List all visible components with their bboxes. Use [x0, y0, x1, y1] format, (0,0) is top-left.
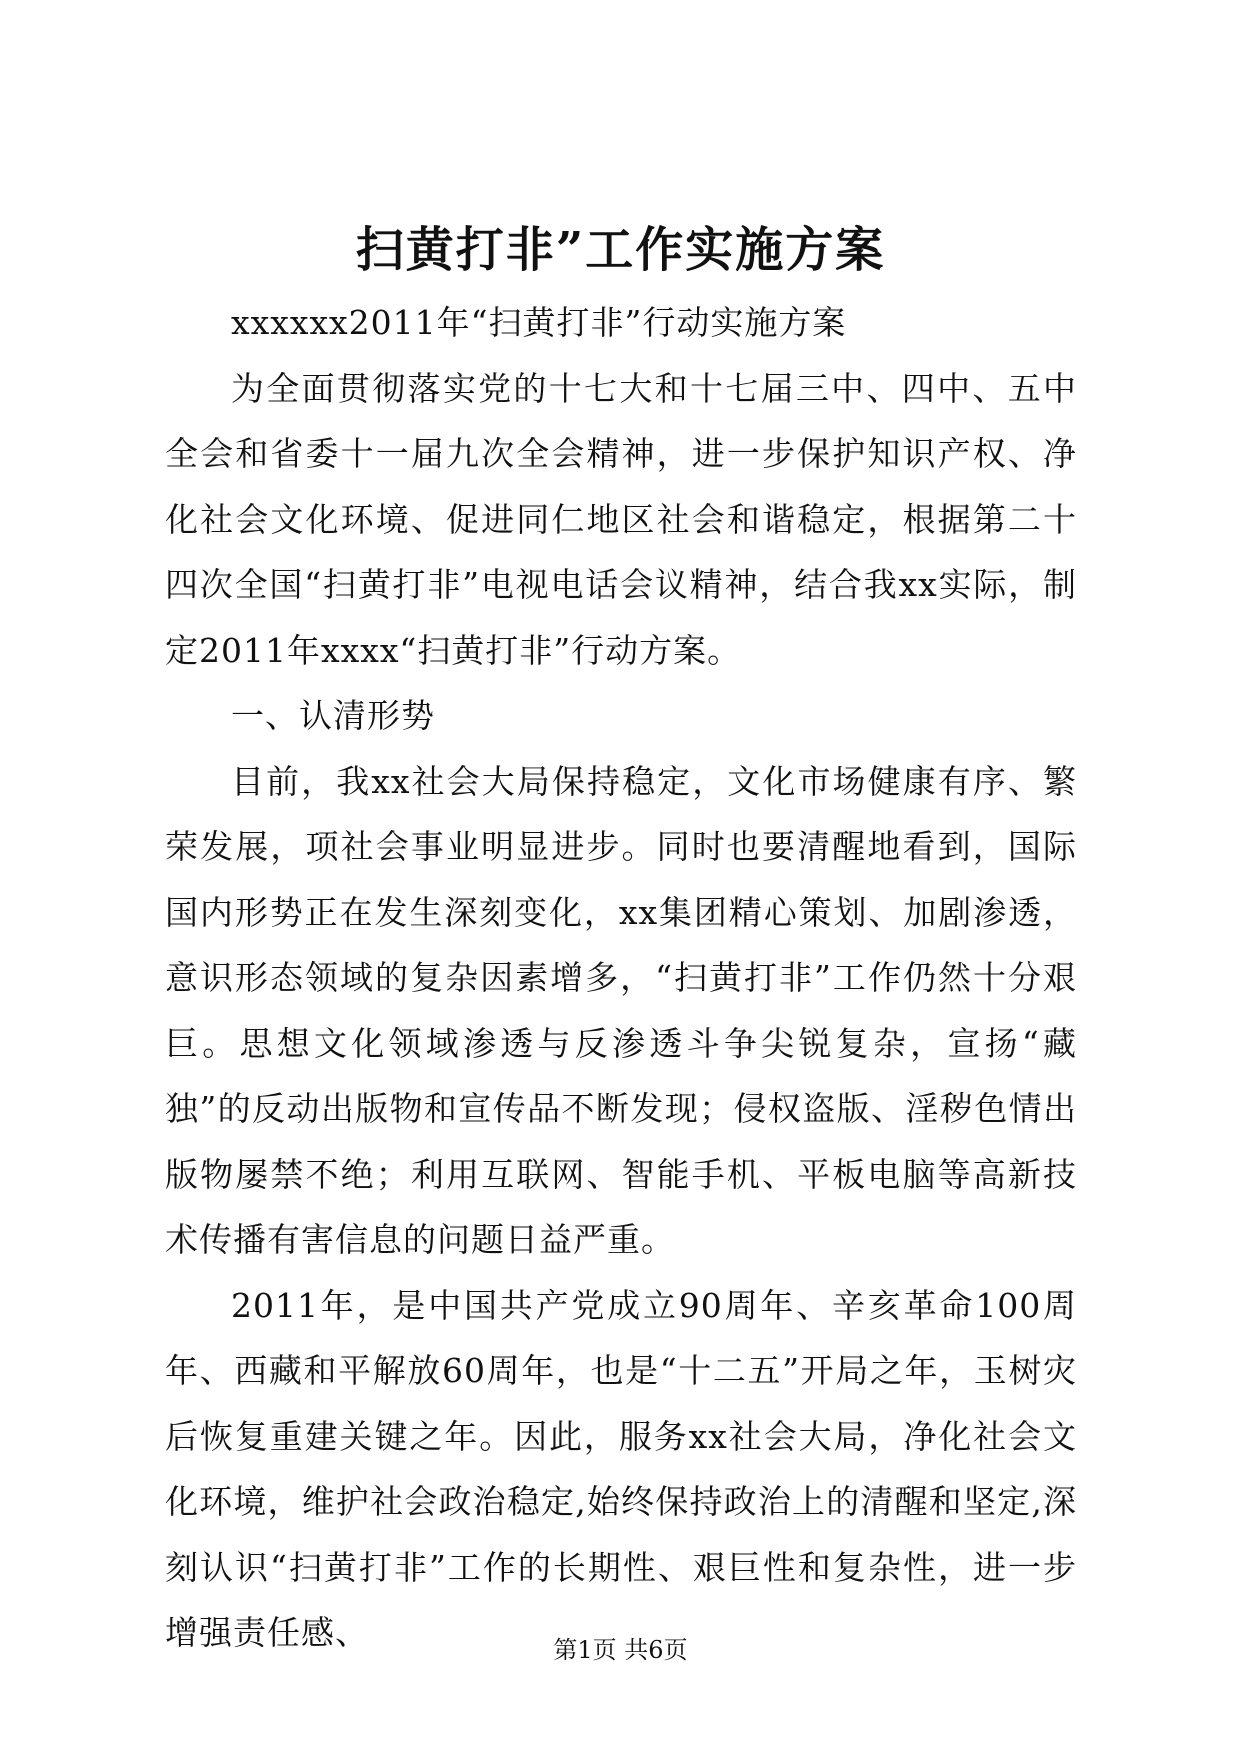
document-body	[165, 290, 1077, 1666]
section-heading: 一、认清形势	[231, 696, 435, 735]
year-2011-paragraph: 2011年，是中国共产党成立90周年、辛亥革命100周年、西藏和平解放60周年，也是“十二五”开局之年，玉树灾后恢复重建关键之年。因此，服务xx社会大局，净化社会文化环境，维护社会政治稳定,始终保持政治上的清醒和坚定,深刻认识“扫黄打非”工作的长期性、艰巨性和复杂性，进一步增强责任感、	[165, 1285, 1077, 1652]
situation-paragraph: 目前，我xx社会大局保持稳定，文化市场健康有序、繁荣发展，项社会事业明显进步。同时也要清醒地看到，国际国内形势正在发生深刻变化，xx集团精心策划、加剧渗透，意识形态领域的复杂因素增多，“扫黄打非”工作仍然十分艰巨。思想文化领域渗透与反渗透斗争尖锐复杂，宣扬“藏独”的反动出版物和宣传品不断发现；侵权盗版、淫秽色情出版物屡禁不绝；利用互联网、智能手机、平板电脑等高新技术传播有害信息的问题日益严重。	[165, 761, 1077, 1259]
document-title: 扫黄打非”工作实施方案	[355, 222, 886, 278]
page-footer: 第1页 共6页	[553, 1636, 688, 1664]
intro-paragraph: 为全面贯彻落实党的十七大和十七届三中、四中、五中全会和省委十一届九次全会精神，进一步保护知识产权、净化社会文化环境、促进同仁地区社会和谐稳定，根据第二十四次全国“扫黄打非”电视电话会议精神，结合我xx实际，制定2011年xxxx“扫黄打非”行动方案。	[165, 368, 1077, 670]
subtitle-paragraph: xxxxxx2011年“扫黄打非”行动实施方案	[231, 303, 847, 342]
